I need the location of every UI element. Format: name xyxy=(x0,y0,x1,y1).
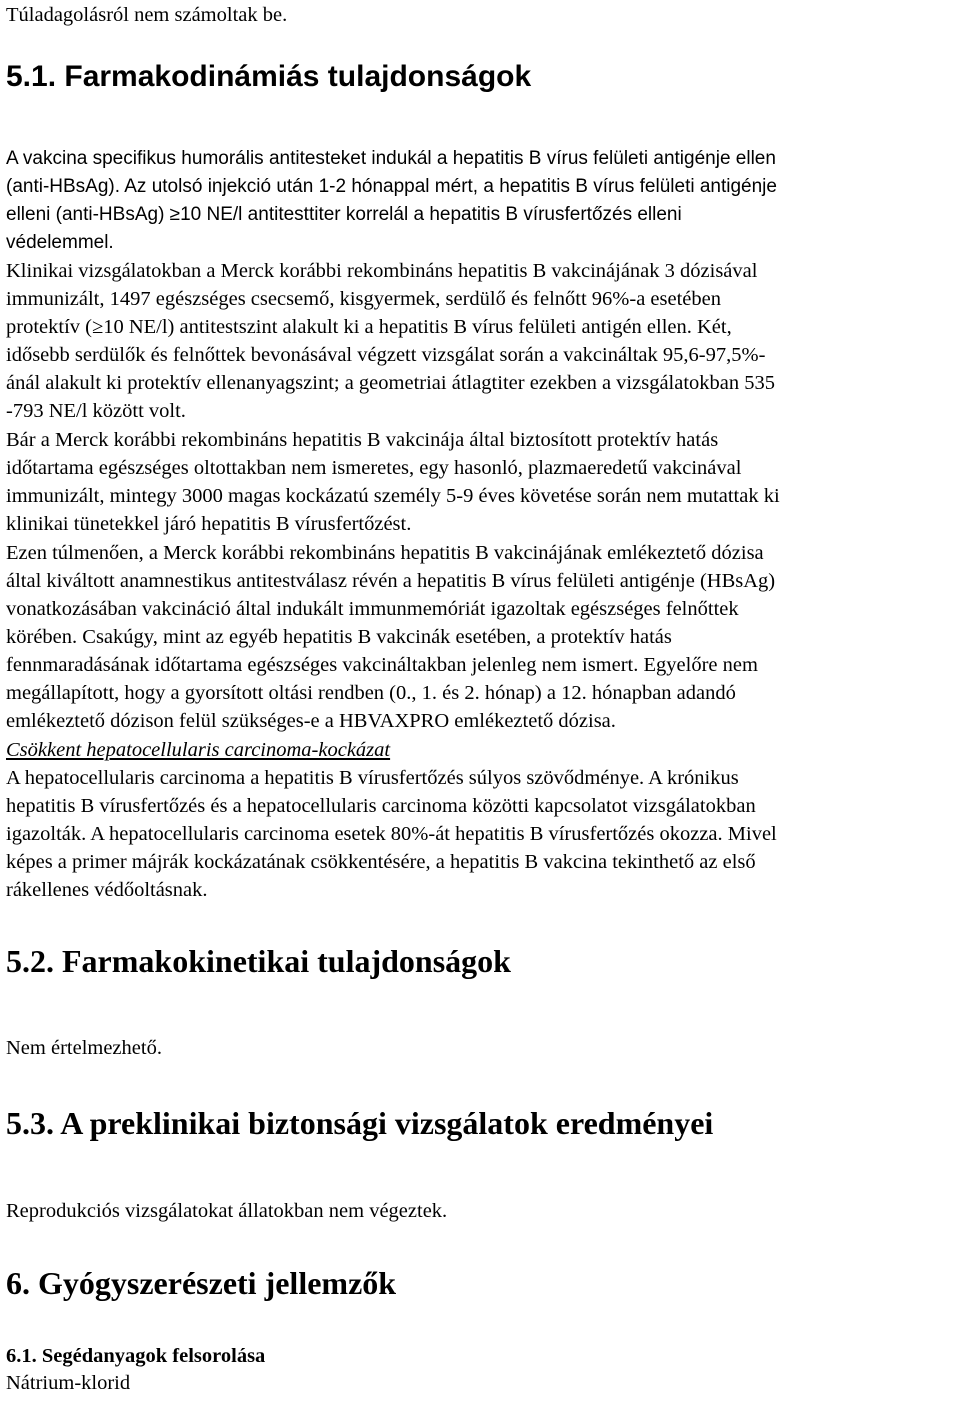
paragraph-line: igazolták. A hepatocellularis carcinoma esetek 80%-át hepatitis B vírusfertőzés okozza. Mivel xyxy=(6,823,777,845)
paragraph-line: protektív (≥10 NE/l) antitestszint alakult ki a hepatitis B vírus felületi antigén ellen. Két, xyxy=(6,316,732,338)
paragraph-line: immunizált, mintegy 3000 magas kockázatú személy 5-9 éves követése során nem mutattak ki xyxy=(6,485,780,507)
paragraph-line: képes a primer májrák kockázatának csökkentésére, a hepatitis B vakcina tekinthető az első xyxy=(6,851,756,873)
paragraph-line: Klinikai vizsgálatokban a Merck korábbi rekombináns hepatitis B vakcinájának 3 dózisával xyxy=(6,260,758,282)
paragraph-line: rákellenes védőoltásnak. xyxy=(6,879,208,901)
section-5-2-text: Nem értelmezhető. xyxy=(6,1037,162,1059)
section-5-3-heading: 5.3. A preklinikai biztonsági vizsgálatok eredményei xyxy=(6,1105,714,1141)
section-6-1-heading: 6.1. Segédanyagok felsorolása xyxy=(6,1345,266,1367)
section-5-2-heading: 5.2. Farmakokinetikai tulajdonságok xyxy=(6,943,511,979)
paragraph-line: idősebb serdülők és felnőttek bevonásával végzett vizsgálat során a vakcináltak 95,6-97,5%- xyxy=(6,344,766,366)
paragraph-line: -793 NE/l között volt. xyxy=(6,400,186,422)
paragraph-line: vonatkozásában vakcináció által indukált immunmemóriát igazoltak egészséges felnőttek xyxy=(6,598,739,620)
section-5-3-text: Reprodukciós vizsgálatokat állatokban nem végeztek. xyxy=(6,1200,448,1222)
subsection-title: Csökkent hepatocellularis carcinoma-kockázat xyxy=(6,739,391,761)
paragraph-line: klinikai tünetekkel járó hepatitis B vírusfertőzést. xyxy=(6,513,412,535)
paragraph-line: (anti-HBsAg). Az utolsó injekció után 1-2 hónappal mért, a hepatitis B vírus felületi antigénje xyxy=(6,176,777,197)
paragraph-line: Bár a Merck korábbi rekombináns hepatitis B vakcinája által biztosított protektív hatás xyxy=(6,429,719,451)
paragraph-line: Ezen túlmenően, a Merck korábbi rekombináns hepatitis B vakcinájának emlékeztető dózisa xyxy=(6,542,764,564)
intro-line: Túladagolásról nem számoltak be. xyxy=(6,4,288,26)
paragraph-line: immunizált, 1497 egészséges csecsemő, kisgyermek, serdülő és felnőtt 96%-a esetében xyxy=(6,288,721,310)
section-6-heading: 6. Gyógyszerészeti jellemzők xyxy=(6,1265,397,1301)
paragraph-line: ánál alakult ki protektív ellenanyagszint; a geometriai átlagtiter ezekben a vizsgálatokban 535 xyxy=(6,372,776,394)
paragraph-line: A hepatocellularis carcinoma a hepatitis B vírusfertőzés súlyos szövődménye. A krónikus xyxy=(6,767,739,789)
section-6-1-text: Nátrium-klorid xyxy=(6,1372,131,1394)
paragraph-line: fennmaradásának időtartama egészséges vakcináltakban jelenleg nem ismert. Egyelőre nem xyxy=(6,654,758,676)
paragraph-line: időtartama egészséges oltottakban nem ismeretes, egy hasonló, plazmaeredetű vakcinával xyxy=(6,457,742,479)
paragraph-line: által kiváltott anamnestikus antitestválasz révén a hepatitis B vírus felületi antigénje (HBsAg) xyxy=(6,570,776,592)
paragraph-line: megállapított, hogy a gyorsított oltási rendben (0., 1. és 2. hónap) a 12. hónapban adandó xyxy=(6,682,736,704)
paragraph-line: körében. Csakúgy, mint az egyéb hepatitis B vakcinák esetében, a protektív hatás xyxy=(6,626,672,648)
paragraph-line: elleni (anti-HBsAg) ≥10 NE/l antitesttiter korrelál a hepatitis B vírusfertőzés elleni xyxy=(6,204,682,225)
paragraph-line: védelemmel. xyxy=(6,232,114,253)
paragraph-line: emlékeztető dózison felül szükséges-e a HBVAXPRO emlékeztető dózisa. xyxy=(6,710,616,732)
paragraph-line: hepatitis B vírusfertőzés és a hepatocellularis carcinoma közötti kapcsolatot vizsgálatokban xyxy=(6,795,756,817)
section-5-1-heading: 5.1. Farmakodinámiás tulajdonságok xyxy=(6,60,532,93)
paragraph-line: A vakcina specifikus humorális antitesteket indukál a hepatitis B vírus felületi antigénje ellen xyxy=(6,148,776,169)
